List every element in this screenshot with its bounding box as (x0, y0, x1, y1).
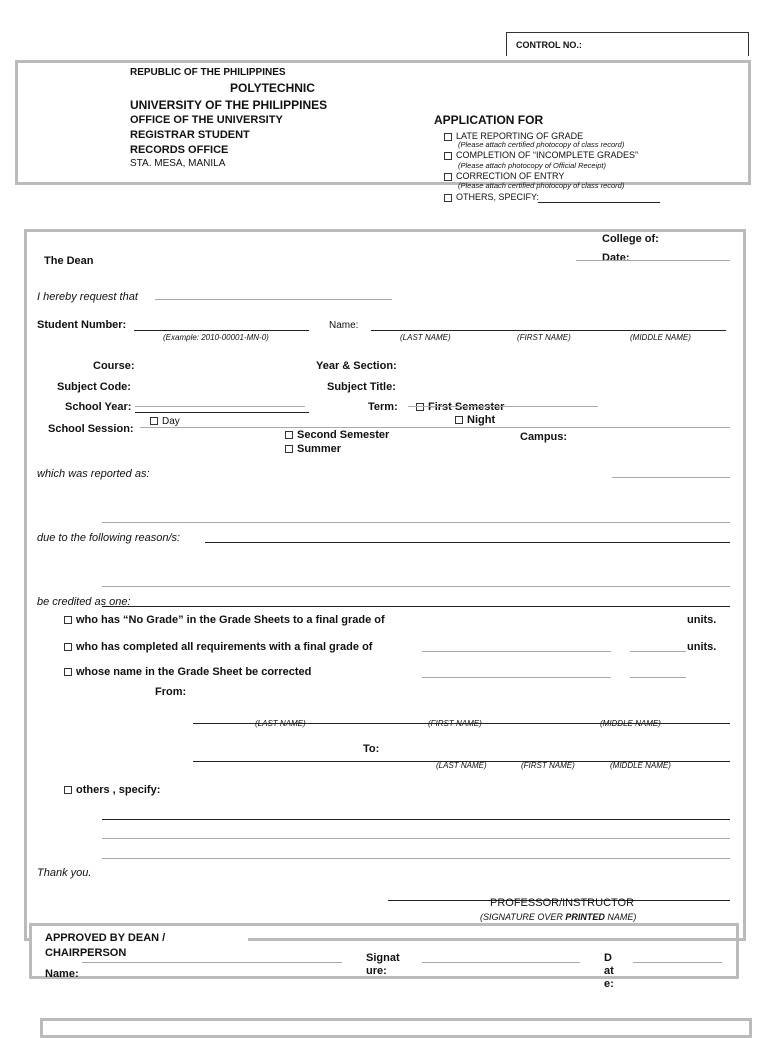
term-label: Term: (368, 401, 398, 413)
date-label-e: e: (604, 978, 614, 990)
option-label: First Semester (428, 401, 505, 413)
approved-by-label: APPROVED BY DEAN / (45, 932, 166, 944)
last-name-caption: (LAST NAME) (255, 719, 306, 728)
option-others-specify[interactable] (64, 784, 160, 796)
middle-name-caption: (MIDDLE NAME) (600, 719, 661, 728)
final-grade-line[interactable] (422, 651, 611, 652)
course-label: Course: (93, 360, 135, 372)
option-others[interactable] (444, 192, 539, 202)
last-name-caption: (LAST NAME) (400, 333, 451, 342)
option-name-corrected[interactable] (64, 666, 311, 678)
subject-title-label: Subject Title: (327, 381, 396, 393)
corrected-line[interactable] (422, 677, 611, 678)
to-label: To: (363, 743, 380, 755)
checkbox-icon[interactable] (64, 786, 72, 794)
office-line2: REGISTRAR STUDENT (130, 129, 250, 141)
next-section-box (40, 1018, 752, 1038)
checkbox-icon[interactable] (64, 616, 72, 624)
option-label: Night (467, 414, 496, 426)
university-label: UNIVERSITY OF THE PHILIPPINES (130, 98, 328, 112)
credited-label: be credited as one: (37, 596, 131, 608)
polytechnic-label: POLYTECHNIC (230, 81, 315, 95)
option-note: (Please attach certified photocopy of class record) (458, 140, 625, 149)
option-day[interactable] (150, 416, 180, 427)
reported-as-line[interactable] (102, 522, 730, 523)
chairperson-label: CHAIRPERSON (45, 947, 127, 959)
checkbox-icon[interactable] (444, 194, 452, 202)
units-label: units. (687, 614, 717, 626)
first-name-caption: (FIRST NAME) (428, 719, 482, 728)
campus-label: Campus: (520, 431, 568, 443)
approver-name-line[interactable] (82, 962, 342, 963)
signature-label-b: ure: (366, 965, 387, 977)
name-label: Name: (329, 320, 359, 331)
professor-label: PROFESSOR/INSTRUCTOR (490, 897, 635, 909)
option-night[interactable] (455, 414, 495, 426)
reasons-line[interactable] (205, 542, 730, 543)
first-name-caption: (FIRST NAME) (517, 333, 571, 342)
header-box (15, 60, 751, 185)
subject-code-label: Subject Code: (57, 381, 131, 393)
checkbox-icon[interactable] (285, 431, 293, 439)
school-session-label: School Session: (48, 423, 134, 435)
date-label-at: at (604, 965, 614, 977)
checkbox-icon[interactable] (444, 152, 452, 160)
checkbox-icon[interactable] (444, 173, 452, 181)
school-year-field[interactable] (135, 412, 309, 413)
signature-note (480, 912, 636, 922)
thank-you-label: Thank you. (37, 867, 92, 879)
option-label: Day (162, 416, 180, 427)
checkbox-icon[interactable] (285, 445, 293, 453)
option-note: (Please attach certified photocopy of class record) (458, 181, 625, 190)
checkbox-icon[interactable] (64, 643, 72, 651)
date-line[interactable] (576, 260, 730, 261)
office-line1: OFFICE OF THE UNIVERSITY (130, 114, 283, 126)
checkbox-icon[interactable] (416, 403, 424, 411)
first-name-caption: (FIRST NAME) (521, 761, 575, 770)
checkbox-icon[interactable] (150, 417, 158, 425)
from-label: From: (155, 686, 187, 698)
dean-label: The Dean (44, 255, 94, 267)
option-label: Summer (297, 443, 342, 455)
approver-name-label: Name: (45, 968, 79, 980)
office-line3: RECORDS OFFICE (130, 144, 229, 156)
middle-name-caption: (MIDDLE NAME) (630, 333, 691, 342)
request-line[interactable] (155, 299, 392, 300)
student-number-example: (Example: 2010-00001-MN-0) (163, 333, 269, 342)
units-label-2: units. (687, 641, 717, 653)
option-first-semester[interactable] (416, 401, 504, 413)
others-specify-line[interactable] (538, 202, 660, 203)
republic-label: REPUBLIC OF THE PHILIPPINES (130, 67, 286, 78)
option-label: OTHERS, SPECIFY: (456, 192, 540, 202)
option-label: others , specify: (76, 784, 161, 796)
last-name-caption: (LAST NAME) (436, 761, 487, 770)
college-label: College of: (602, 233, 659, 245)
signature-note-printed: PRINTED (565, 912, 605, 922)
checkbox-icon[interactable] (455, 416, 463, 424)
option-label: CORRECTION OF ENTRY (456, 171, 565, 181)
option-summer[interactable] (285, 443, 341, 455)
option-label: COMPLETION OF “INCOMPLETE GRADES” (456, 150, 639, 160)
others-line-3[interactable] (102, 858, 730, 859)
address-label: STA. MESA, MANILA (130, 158, 226, 169)
option-label: who has completed all requirements with a final grade of (76, 641, 373, 653)
approver-signature-line[interactable] (422, 962, 580, 963)
application-title: APPLICATION FOR (434, 113, 544, 127)
student-number-field[interactable] (134, 330, 309, 331)
checkbox-icon[interactable] (444, 133, 452, 141)
name-field[interactable] (371, 330, 726, 331)
school-year-guide (135, 406, 305, 407)
reasons-line-2[interactable] (102, 586, 730, 587)
option-label: LATE REPORTING OF GRADE (456, 131, 584, 141)
reasons-label: due to the following reason/s: (37, 532, 181, 544)
session-line[interactable] (140, 427, 730, 428)
option-completed[interactable] (64, 641, 372, 653)
term-line[interactable] (408, 406, 598, 407)
option-note: (Please attach photocopy of Official Receipt) (458, 161, 606, 170)
others-line-2[interactable] (102, 838, 730, 839)
credited-line[interactable] (102, 606, 730, 607)
corrected-line-2[interactable] (630, 677, 686, 678)
signature-note-part: (SIGNATURE OVER (480, 912, 566, 922)
control-number-label: CONTROL NO.: (516, 40, 582, 50)
option-correction[interactable] (444, 171, 564, 181)
option-label: whose name in the Grade Sheet be corrected (76, 666, 312, 678)
date-label: Date: (602, 252, 630, 264)
signature-note-part: NAME) (604, 912, 637, 922)
others-line-1[interactable] (102, 819, 730, 820)
school-year-label: School Year: (65, 401, 132, 413)
middle-name-caption: (MIDDLE NAME) (610, 761, 671, 770)
option-no-grade[interactable] (64, 614, 385, 626)
date-label-d: D (604, 952, 612, 964)
option-label: who has “No Grade” in the Grade Sheets to a final grade of (76, 614, 385, 626)
option-label: Second Semester (297, 429, 390, 441)
student-number-label: Student Number: (37, 319, 127, 331)
checkbox-icon[interactable] (64, 668, 72, 676)
option-second-semester[interactable] (285, 429, 389, 441)
option-completion[interactable] (444, 150, 638, 160)
year-section-label: Year & Section: (316, 360, 397, 372)
units-line[interactable] (630, 651, 686, 652)
reported-as-short-line[interactable] (612, 477, 730, 478)
request-label: I hereby request that (37, 291, 138, 303)
reported-as-label: which was reported as: (37, 468, 150, 480)
approver-date-line[interactable] (633, 962, 722, 963)
signature-label-a: Signat (366, 952, 400, 964)
